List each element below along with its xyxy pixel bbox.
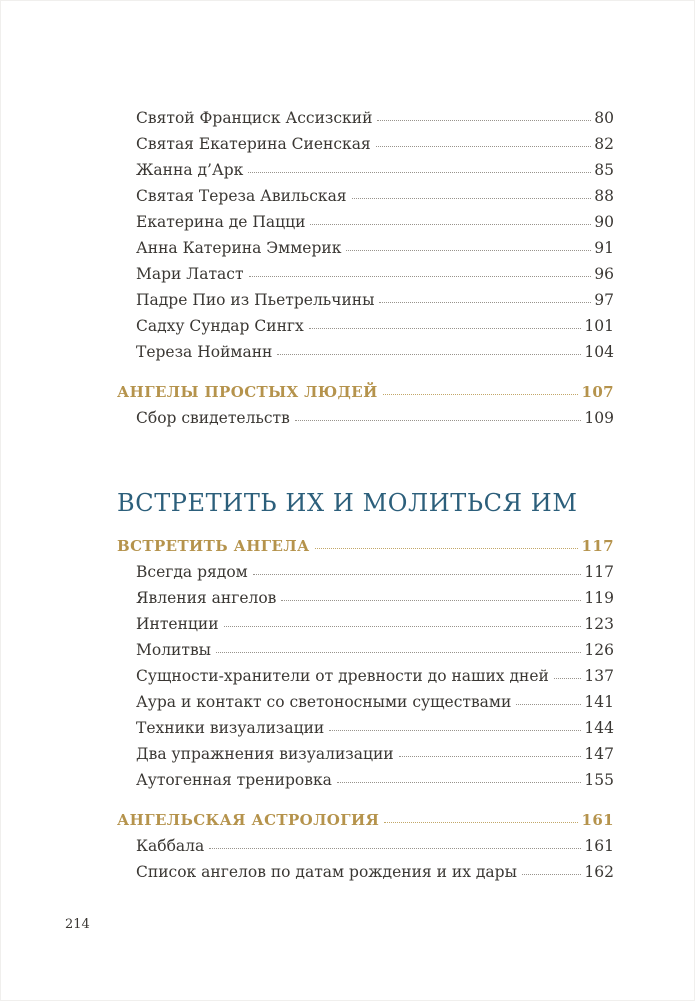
toc-row <box>117 585 614 611</box>
dot-leader <box>554 678 582 679</box>
dot-leader <box>249 276 592 277</box>
dot-leader <box>216 652 581 653</box>
dot-leader <box>209 848 581 849</box>
toc-entry-page: 161 <box>584 837 614 855</box>
toc-row <box>117 715 614 741</box>
toc-entry-title: Сущности-хранители от древности до наших дней <box>136 667 549 685</box>
toc-entry-page: 147 <box>584 745 614 763</box>
toc-row <box>117 105 614 131</box>
toc-entry-title: Список ангелов по датам рождения и их дары <box>136 863 517 881</box>
toc-entry-page: 109 <box>584 409 614 427</box>
toc-entry-title: Анна Катерина Эммерик <box>136 239 342 257</box>
toc-row <box>117 689 614 715</box>
table-of-contents <box>117 105 614 885</box>
toc-entry-page: 101 <box>584 317 614 335</box>
dot-leader <box>337 782 581 783</box>
toc-entry-page: 161 <box>581 811 614 829</box>
toc-entry-page: 88 <box>594 187 614 205</box>
dot-leader <box>522 874 581 875</box>
dot-leader <box>295 420 582 421</box>
toc-entry-title: Падре Пио из Пьетрельчины <box>136 291 375 309</box>
toc-entry-page: 117 <box>581 537 614 555</box>
toc-entry-page: 85 <box>594 161 614 179</box>
toc-section-row <box>117 533 614 559</box>
toc-entry-title: Два упражнения визуализации <box>136 745 394 763</box>
toc-row <box>117 339 614 365</box>
toc-entry-page: 107 <box>581 383 614 401</box>
toc-row <box>117 261 614 287</box>
toc-entry-title: Всегда рядом <box>136 563 248 581</box>
toc-entry-title: Тереза Нойманн <box>136 343 273 361</box>
toc-section-row <box>117 379 614 405</box>
dot-leader <box>346 250 591 251</box>
toc-entry-page: 126 <box>584 641 614 659</box>
toc-row <box>117 287 614 313</box>
dot-leader <box>399 756 582 757</box>
dot-leader <box>384 822 578 823</box>
toc-row <box>117 741 614 767</box>
toc-row <box>117 559 614 585</box>
dot-leader <box>281 600 581 601</box>
toc-entry-page: 80 <box>594 109 614 127</box>
dot-leader <box>224 626 582 627</box>
dot-leader <box>379 302 591 303</box>
toc-row <box>117 131 614 157</box>
toc-row <box>117 859 614 885</box>
toc-entry-title: Жанна д’Арк <box>136 161 244 179</box>
toc-entry-title: АНГЕЛЬСКАЯ АСТРОЛОГИЯ <box>117 811 380 829</box>
dot-leader <box>253 574 582 575</box>
dot-leader <box>352 198 592 199</box>
toc-entry-title: Садху Сундар Сингх <box>136 317 304 335</box>
toc-row <box>117 405 614 431</box>
toc-row <box>117 157 614 183</box>
toc-entry-title: Екатерина де Пацци <box>136 213 306 231</box>
toc-row <box>117 637 614 663</box>
toc-entry-title: Явления ангелов <box>136 589 277 607</box>
toc-entry-title: АНГЕЛЫ ПРОСТЫХ ЛЮДЕЙ <box>117 383 378 401</box>
toc-entry-page: 137 <box>584 667 614 685</box>
toc-entry-title: Мари Латаст <box>136 265 244 283</box>
toc-section-row <box>117 807 614 833</box>
toc-row <box>117 663 614 689</box>
toc-entry-title: Каббала <box>136 837 205 855</box>
dot-leader <box>376 146 592 147</box>
toc-row <box>117 313 614 339</box>
dot-leader <box>516 704 581 705</box>
toc-entry-page: 96 <box>594 265 614 283</box>
toc-entry-page: 117 <box>584 563 614 581</box>
toc-entry-title: Святая Тереза Авильская <box>136 187 347 205</box>
toc-entry-page: 82 <box>594 135 614 153</box>
toc-entry-page: 141 <box>584 693 614 711</box>
toc-entry-page: 104 <box>584 343 614 361</box>
toc-entry-title: ВСТРЕТИТЬ АНГЕЛА <box>117 537 310 555</box>
toc-entry-page: 90 <box>594 213 614 231</box>
toc-row <box>117 611 614 637</box>
toc-entry-page: 123 <box>584 615 614 633</box>
dot-leader <box>309 328 582 329</box>
dot-leader <box>277 354 581 355</box>
toc-row <box>117 767 614 793</box>
toc-entry-title: Техники визуализации <box>136 719 325 737</box>
toc-entry-title: Молитвы <box>136 641 212 659</box>
dot-leader <box>383 394 579 395</box>
dot-leader <box>248 172 591 173</box>
toc-entry-page: 144 <box>584 719 614 737</box>
toc-entry-title: Аура и контакт со светоносными существами <box>136 693 512 711</box>
dot-leader <box>315 548 579 549</box>
toc-entry-title: Святая Екатерина Сиенская <box>136 135 371 153</box>
toc-entry-page: 162 <box>584 863 614 881</box>
dot-leader <box>310 224 591 225</box>
toc-entry-title: Сбор свидетельств <box>136 409 290 427</box>
dot-leader <box>329 730 581 731</box>
toc-entry-title: Аутогенная тренировка <box>136 771 332 789</box>
toc-entry-page: 155 <box>584 771 614 789</box>
dot-leader <box>377 120 591 121</box>
toc-row <box>117 235 614 261</box>
toc-part-heading: ВСТРЕТИТЬ ИХ И МОЛИТЬСЯ ИМ <box>117 489 578 517</box>
page-number: 214 <box>65 917 90 932</box>
toc-row <box>117 183 614 209</box>
toc-entry-page: 91 <box>594 239 614 257</box>
toc-row <box>117 209 614 235</box>
toc-entry-page: 119 <box>584 589 614 607</box>
toc-row <box>117 833 614 859</box>
toc-entry-title: Святой Франциск Ассизский <box>136 109 373 127</box>
toc-entry-page: 97 <box>594 291 614 309</box>
toc-entry-title: Интенции <box>136 615 219 633</box>
